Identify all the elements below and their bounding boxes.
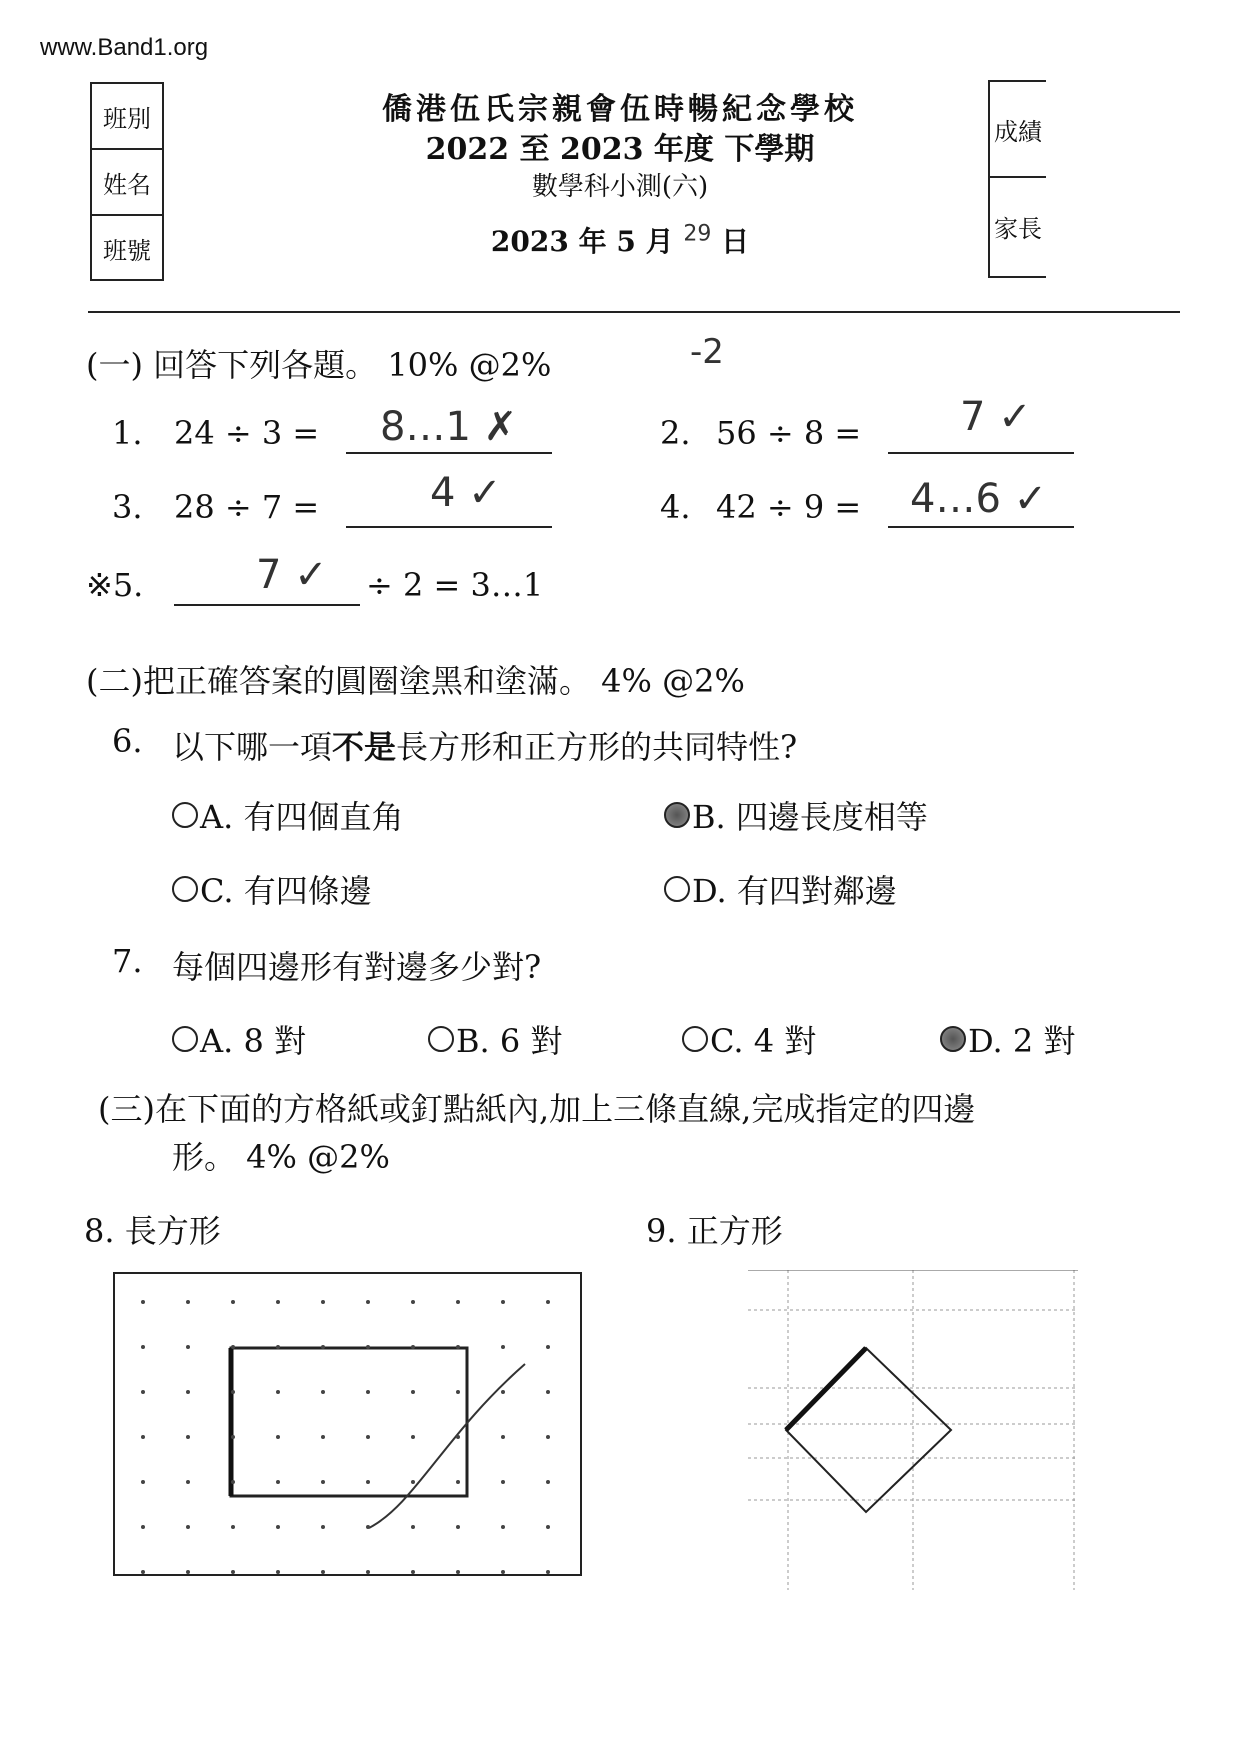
grid-dot [231, 1480, 235, 1484]
given-side [786, 1348, 866, 1430]
radio-circle-icon[interactable] [428, 1026, 454, 1052]
grid-lines [748, 1270, 1078, 1590]
section3-title-line1: (三)在下面的方格紙或釘點紙內,加上三條直線,完成指定的四邊 [98, 1090, 976, 1128]
q7-option-d[interactable]: D. 2 對 [940, 1016, 1075, 1062]
q6-option-d[interactable]: D. 有四對鄰邊 [664, 866, 897, 912]
grid-dot [366, 1435, 370, 1439]
school-name: 僑港伍氏宗親會伍時暢紀念學校 [382, 92, 858, 127]
grid-dot [456, 1390, 460, 1394]
grid-dot [231, 1525, 235, 1529]
grid-dot [411, 1435, 415, 1439]
grid-dot [501, 1300, 505, 1304]
grid-dot [366, 1390, 370, 1394]
grid-dot [141, 1390, 145, 1394]
q3-expression: 28 ÷ 7 = [174, 488, 320, 526]
grid-dot [321, 1435, 325, 1439]
radio-filled-icon[interactable] [940, 1026, 966, 1052]
q3-answer: 4 ✓ [430, 470, 502, 516]
q5-expression: ÷ 2 = 3…1 [366, 566, 544, 604]
section3-title-line2: 形。 4% @2% [172, 1138, 390, 1176]
radio-circle-icon[interactable] [172, 876, 198, 902]
grid-dot [186, 1300, 190, 1304]
grid-dot [186, 1570, 190, 1574]
q3-number: 3. [112, 488, 143, 526]
grid-dot [366, 1480, 370, 1484]
q2-answer: 7 ✓ [960, 394, 1032, 440]
radio-circle-icon[interactable] [172, 802, 198, 828]
score-mark: -2 [690, 332, 724, 372]
drawn-rectangle [231, 1348, 467, 1496]
grid-dot [366, 1570, 370, 1574]
grid-dot [276, 1300, 280, 1304]
grid-dot [366, 1525, 370, 1529]
q7-text: 每個四邊形有對邊多少對? [172, 948, 542, 986]
drawn-square [786, 1348, 951, 1512]
grid-dot [276, 1525, 280, 1529]
score-label: 成績 [990, 82, 1046, 178]
grid-dot [501, 1525, 505, 1529]
grid-dot [546, 1570, 550, 1574]
q6-option-a[interactable]: A. 有四個直角 [172, 792, 403, 838]
q1-number: 1. [112, 414, 143, 452]
grid-dot [411, 1525, 415, 1529]
grid-dot [186, 1525, 190, 1529]
grid-dot [366, 1345, 370, 1349]
q5-answer: 7 ✓ [256, 552, 328, 598]
test-date [300, 220, 940, 260]
grid-dot [501, 1435, 505, 1439]
date-day: 29 [683, 221, 712, 247]
q1-answer: 8…1 ✗ [380, 404, 518, 450]
grid-dot [366, 1300, 370, 1304]
radio-circle-icon[interactable] [172, 1026, 198, 1052]
q4-answer: 4…6 ✓ [910, 476, 1048, 522]
name-label: 姓名 [92, 150, 162, 216]
score-box [988, 80, 1046, 278]
grid-dot [411, 1480, 415, 1484]
q4-expression: 42 ÷ 9 = [716, 488, 862, 526]
grid-dot [411, 1300, 415, 1304]
q2-expression: 56 ÷ 8 = [716, 414, 862, 452]
radio-filled-icon[interactable] [664, 802, 690, 828]
q6-text-a: 以下哪一項 [172, 728, 333, 766]
q6-option-b[interactable]: B. 四邊長度相等 [664, 792, 928, 838]
grid-dot [501, 1345, 505, 1349]
grid-dot [321, 1390, 325, 1394]
q7-option-b[interactable]: B. 6 對 [428, 1016, 562, 1062]
q9-label: 9. 正方形 [646, 1212, 783, 1250]
radio-circle-icon[interactable] [682, 1026, 708, 1052]
grid-dot [411, 1345, 415, 1349]
grid-dot [186, 1480, 190, 1484]
q8-label: 8. 長方形 [84, 1212, 221, 1250]
q4-answer-line [888, 524, 1074, 528]
grid-dot [456, 1570, 460, 1574]
grid-dot [411, 1390, 415, 1394]
header-divider [88, 311, 1180, 313]
grid-dot [546, 1435, 550, 1439]
grid-dot [276, 1435, 280, 1439]
grid-dot [141, 1525, 145, 1529]
grid-dot [321, 1480, 325, 1484]
section2-title: (二)把正確答案的圓圈塗黑和塗滿。 4% @2% [86, 662, 745, 700]
test-title: 數學科小測(六) [531, 172, 709, 202]
grid-dot [501, 1390, 505, 1394]
grid-dot [276, 1570, 280, 1574]
rectangle-drawing [115, 1274, 580, 1574]
grid-dot [456, 1300, 460, 1304]
q6-option-c[interactable]: C. 有四條邊 [172, 866, 372, 912]
grid-dot [411, 1570, 415, 1574]
dot-paper[interactable] [113, 1272, 582, 1576]
date-suffix: 日 [721, 225, 750, 258]
q2-answer-line [888, 450, 1074, 454]
q6-text [172, 722, 797, 768]
grid-dot [321, 1570, 325, 1574]
q7-option-c[interactable]: C. 4 對 [682, 1016, 816, 1062]
grid-dot [321, 1345, 325, 1349]
school-term: 2022 至 2023 年度 下學期 [425, 132, 815, 167]
grid-dot [276, 1390, 280, 1394]
grid-dot [186, 1390, 190, 1394]
grid-dot [546, 1390, 550, 1394]
grid-dot [276, 1345, 280, 1349]
q6-number: 6. [112, 722, 143, 760]
q6-text-b: 長方形和正方形的共同特性? [396, 728, 798, 766]
q4-number: 4. [660, 488, 691, 526]
grid-dot [321, 1525, 325, 1529]
grid-dot [456, 1525, 460, 1529]
q7-option-a[interactable]: A. 8 對 [172, 1016, 306, 1062]
section1-title: (一) 回答下列各題。 10% @2% [86, 346, 552, 384]
grid-dot [321, 1300, 325, 1304]
grid-dot [231, 1435, 235, 1439]
class-label: 班別 [92, 84, 162, 150]
grid-dot [546, 1345, 550, 1349]
square-grid-paper[interactable] [748, 1270, 1082, 1594]
grid-dot [231, 1390, 235, 1394]
grid-dot [141, 1480, 145, 1484]
q3-answer-line [346, 524, 552, 528]
parent-label: 家長 [994, 214, 1042, 243]
grid-dot [501, 1480, 505, 1484]
grid-dot [456, 1345, 460, 1349]
q7-number: 7. [112, 942, 143, 980]
class-number-label: 班號 [103, 236, 151, 265]
grid-dot [546, 1480, 550, 1484]
q1-answer-line [346, 450, 552, 454]
check-mark [369, 1364, 525, 1528]
q5-answer-line [174, 602, 360, 606]
grid-dot [141, 1345, 145, 1349]
grid-dot [231, 1570, 235, 1574]
grid-dot [501, 1570, 505, 1574]
grid-dot [141, 1300, 145, 1304]
grid-dot [546, 1525, 550, 1529]
grid-dot [186, 1345, 190, 1349]
grid-dot [276, 1480, 280, 1484]
q5-number: ※5. [86, 566, 144, 604]
grid-dot [141, 1570, 145, 1574]
grid-dot [231, 1300, 235, 1304]
grid-dot [456, 1435, 460, 1439]
student-info-box [90, 82, 164, 281]
date-prefix: 2023 年 5 月 [490, 225, 674, 258]
grid-dot [456, 1480, 460, 1484]
grid-dot [231, 1345, 235, 1349]
watermark: www.Band1.org [40, 34, 209, 61]
q6-text-bold: 不是 [332, 728, 397, 766]
q2-number: 2. [660, 414, 691, 452]
grid-dot [186, 1435, 190, 1439]
q1-expression: 24 ÷ 3 = [174, 414, 320, 452]
grid-dot [546, 1300, 550, 1304]
radio-circle-icon[interactable] [664, 876, 690, 902]
grid-dot [141, 1435, 145, 1439]
